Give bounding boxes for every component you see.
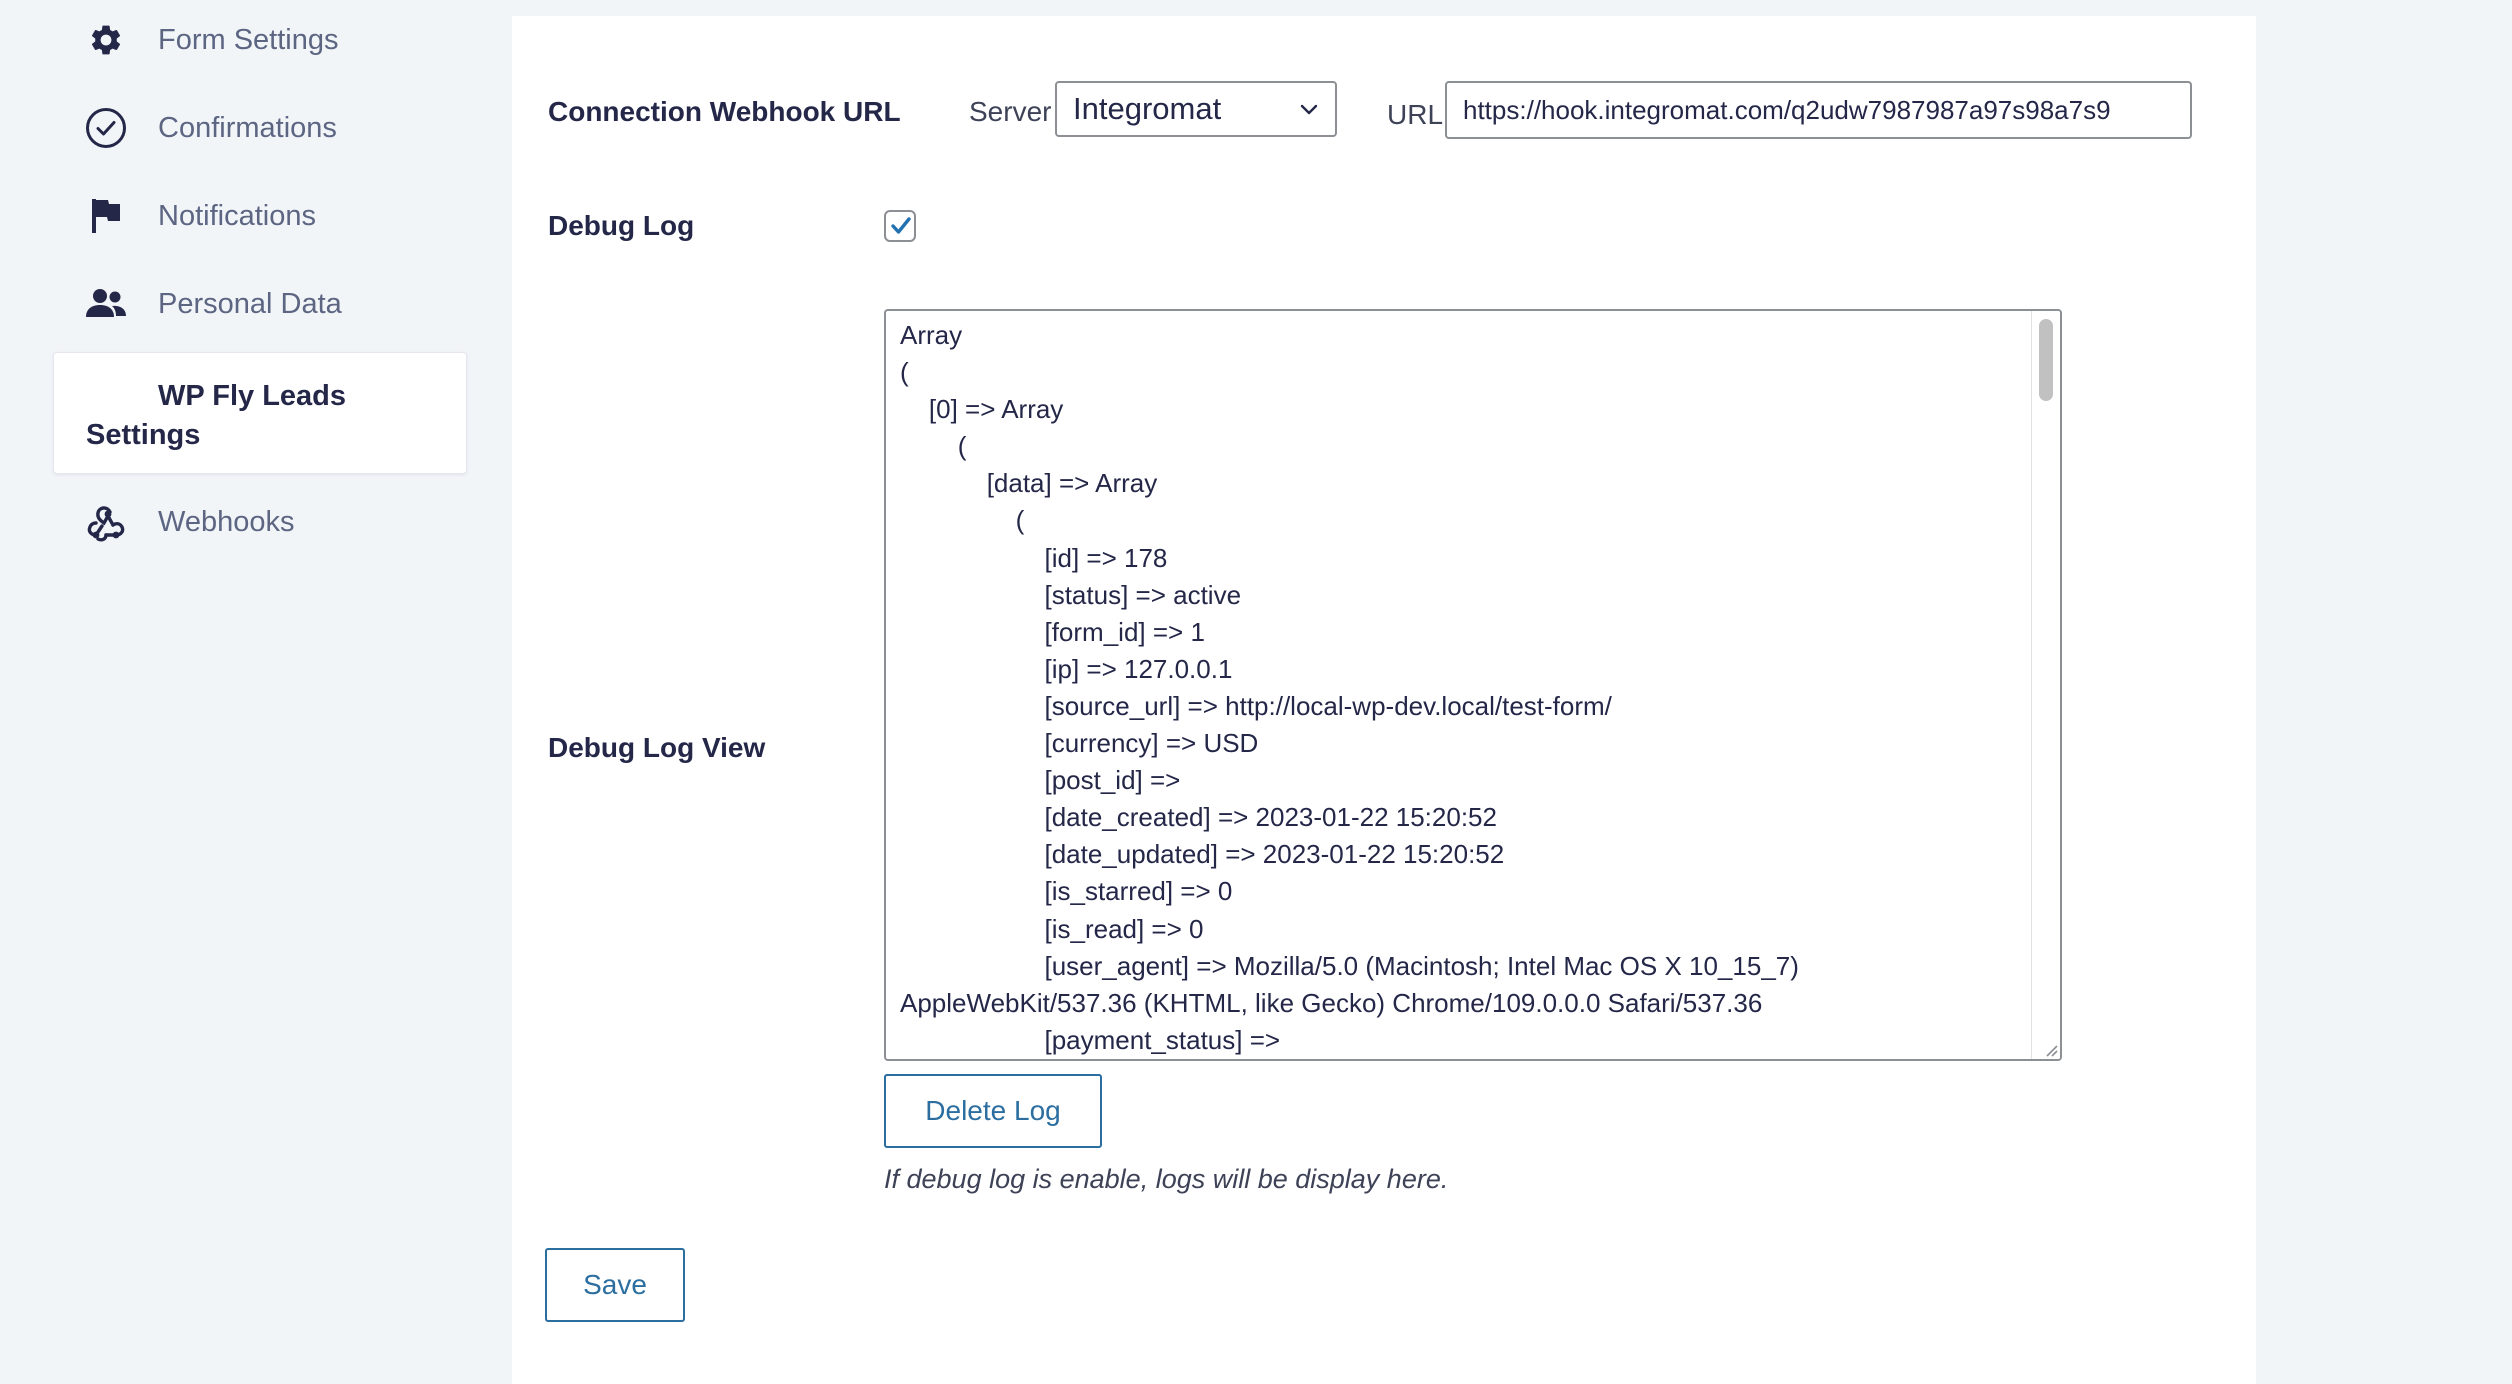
flag-icon (84, 194, 128, 238)
server-label: Server (969, 96, 1052, 127)
delete-log-button[interactable]: Delete Log (884, 1074, 1102, 1148)
sidebar-item-wp-fly-leads-settings[interactable] (53, 352, 467, 474)
server-select-value: Integromat (1073, 91, 1222, 126)
log-scrollbar[interactable] (2031, 311, 2060, 1059)
sidebar-item-confirmations[interactable] (53, 84, 465, 172)
url-label: URL (1387, 99, 1444, 130)
users-icon (84, 282, 128, 326)
sidebar-item-label: Confirmations (158, 111, 337, 144)
debug-log-label: Debug Log (548, 210, 695, 241)
sidebar-item-label: Notifications (158, 199, 316, 232)
webhook-icon (84, 500, 128, 544)
debug-log-checkbox[interactable] (884, 210, 916, 242)
sidebar-item-webhooks[interactable] (53, 478, 465, 566)
checkmark-icon (888, 213, 914, 239)
sidebar-item-notifications[interactable] (53, 172, 465, 260)
settings-panel (512, 16, 2256, 1384)
sidebar-item-label: Form Settings (158, 23, 339, 56)
sidebar-item-personal-data[interactable] (53, 260, 465, 348)
server-select[interactable] (1055, 81, 1337, 137)
gear-icon (84, 18, 128, 62)
log-scrollbar-thumb[interactable] (2039, 319, 2053, 401)
chevron-down-icon (1297, 97, 1321, 121)
sidebar-item-label: WP Fly Leads Settings (86, 380, 347, 451)
connection-webhook-url-label: Connection Webhook URL (548, 96, 901, 127)
sidebar-item-label: Personal Data (158, 287, 342, 320)
debug-log-help-text: If debug log is enable, logs will be display here. (884, 1164, 1449, 1194)
resize-grip-icon[interactable] (2042, 1041, 2058, 1057)
debug-log-view-label: Debug Log View (548, 732, 766, 763)
save-button[interactable]: Save (545, 1248, 685, 1322)
sidebar-item-form-settings[interactable] (53, 0, 465, 84)
webhook-url-input[interactable] (1445, 81, 2192, 139)
debug-log-textarea[interactable] (884, 309, 2062, 1061)
debug-log-content: Array ( [0] => Array ( [data] => Array ( [id] => 178 [status] => active [form_id] => 1 [ip] => 127.0.0.1 [source_url] => http://local-wp-dev.local/test-form/ [currency] => USD [post_id] => [date_created] => 2023-01-22 15:20:52 [date_updated] => 2023-01-22 15:20:52 [is_starred] => 0 [is_read] => 0 [user_agent] => Mozilla/5.0 (Macintosh; Intel Mac OS X 10_15_7) AppleWebKit/537.36 (KHTML, like Gecko) Chrome/109.0.0.0 Safari/537.36 [payment_status] => (900, 320, 1799, 1055)
check-circle-icon (84, 106, 128, 150)
sidebar-item-label: Webhooks (158, 505, 295, 538)
